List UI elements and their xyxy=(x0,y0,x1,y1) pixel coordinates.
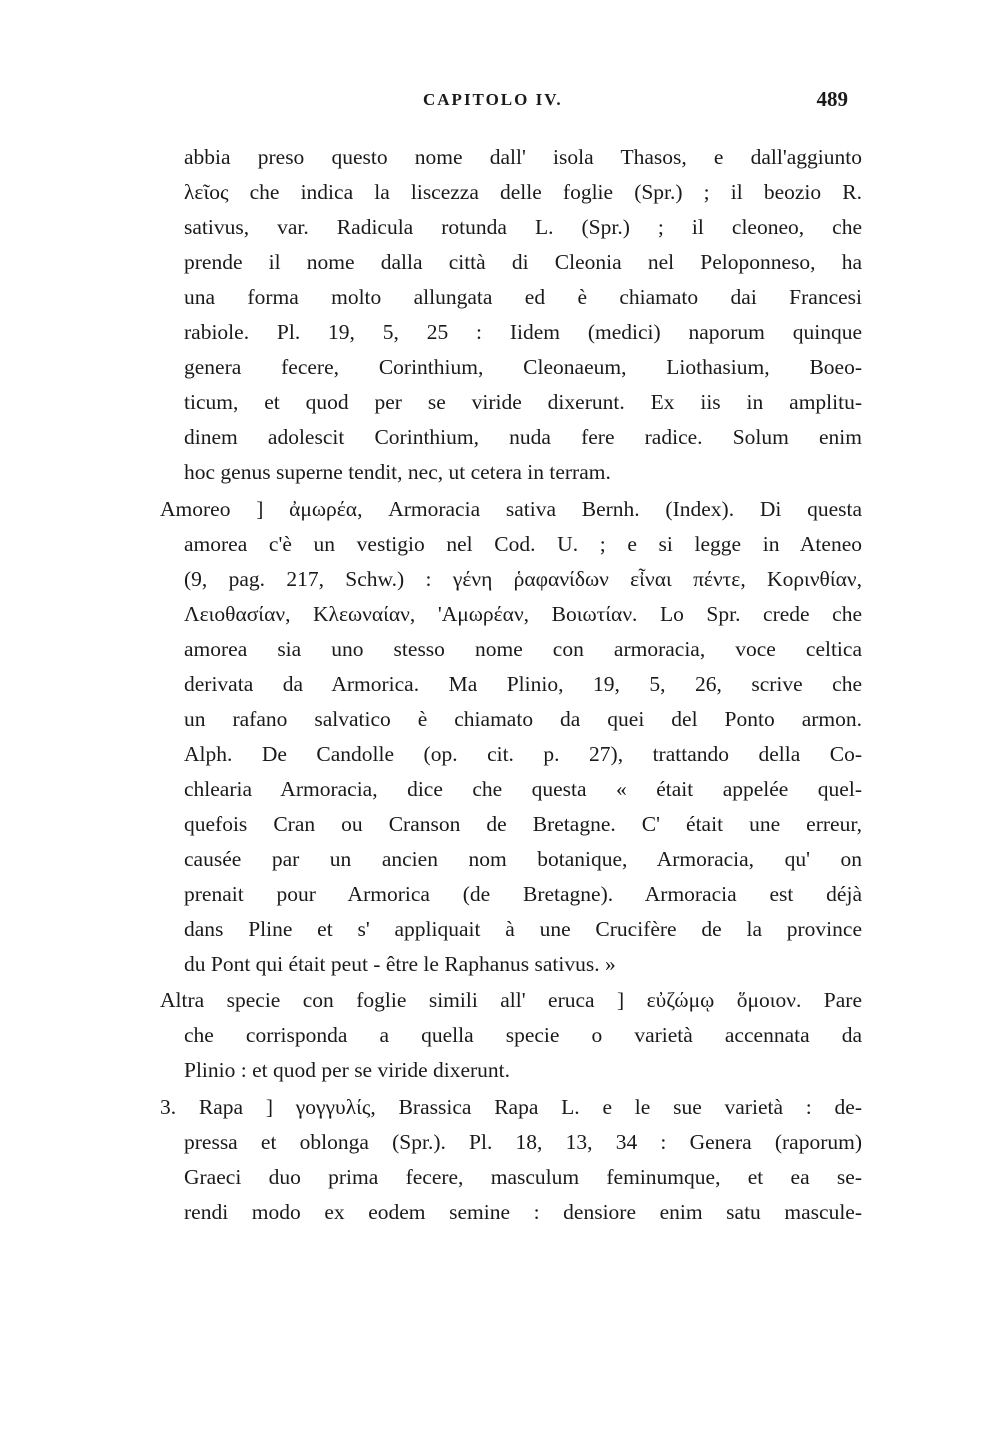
text-line: λεῖος che indica la liscezza delle foglie (Spr.) ; il beozio R. xyxy=(184,180,862,204)
text-line: prende il nome dalla città di Cleonia nel Peloponneso, ha xyxy=(184,250,862,274)
text-line: Altra specie con foglie simili all' eruca ] εὐζώμῳ ὅμοιον. Pare xyxy=(160,988,862,1012)
text-line: abbia preso questo nome dall' isola Thasos, e dall'aggiunto xyxy=(184,145,862,169)
text-line: hoc genus superne tendit, nec, ut cetera in terram. xyxy=(184,460,611,484)
page-header xyxy=(160,87,850,120)
text-line: ticum, et quod per se viride dixerunt. Ex iis in amplitu- xyxy=(184,390,862,414)
text-line: Λειοθασίαν, Κλεωναίαν, 'Αμωρέαν, Βοιωτίαν. Lo Spr. crede che xyxy=(184,602,862,626)
text-line: un rafano salvatico è chiamato da quei del Ponto armon. xyxy=(184,707,862,731)
text-line: pressa et oblonga (Spr.). Pl. 18, 13, 34 : Genera (raporum) xyxy=(184,1130,862,1154)
text-line: amorea sia uno stesso nome con armoracia, voce celtica xyxy=(184,637,862,661)
text-line: Alph. De Candolle (op. cit. p. 27), trattando della Co- xyxy=(184,742,862,766)
text-line: causée par un ancien nom botanique, Armoracia, qu' on xyxy=(184,847,862,871)
text-line: rabiole. Pl. 19, 5, 25 : Iidem (medici) naporum quinque xyxy=(184,320,862,344)
text-line: derivata da Armorica. Ma Plinio, 19, 5, 26, scrive che xyxy=(184,672,862,696)
text-line: Graeci duo prima fecere, masculum feminumque, et ea se- xyxy=(184,1165,862,1189)
text-line: prenait pour Armorica (de Bretagne). Armoracia est déjà xyxy=(184,882,862,906)
text-line: rendi modo ex eodem semine : densiore enim satu mascule- xyxy=(184,1200,862,1224)
text-line: che corrisponda a quella specie o varietà accennata da xyxy=(184,1023,862,1047)
text-line: (9, pag. 217, Schw.) : γένη ῥαφανίδων εἶναι πέντε, Κορινθίαν, xyxy=(184,567,862,591)
text-line: 3. Rapa ] γογγυλίς, Brassica Rapa L. e le sue varietà : de- xyxy=(160,1095,862,1119)
text-line: genera fecere, Corinthium, Cleonaeum, Liothasium, Boeo- xyxy=(184,355,862,379)
text-line: chlearia Armoracia, dice che questa « était appelée quel- xyxy=(184,777,862,801)
text-line: dans Pline et s' appliquait à une Crucifère de la province xyxy=(184,917,862,941)
text-line: amorea c'è un vestigio nel Cod. U. ; e si legge in Ateneo xyxy=(184,532,862,556)
page-number: 489 xyxy=(816,87,848,111)
text-line: Amoreo ] ἀμωρέα, Armoracia sativa Bernh. (Index). Di questa xyxy=(160,497,862,521)
text-line: sativus, var. Radicula rotunda L. (Spr.) ; il cleoneo, che xyxy=(184,215,862,239)
text-line: quefois Cran ou Cranson de Bretagne. C' était une erreur, xyxy=(184,812,862,836)
text-line: du Pont qui était peut - être le Raphanus sativus. » xyxy=(184,952,616,976)
text-line: una forma molto allungata ed è chiamato dai Francesi xyxy=(184,285,862,309)
running-head: CAPITOLO IV. xyxy=(423,90,563,109)
text-line: Plinio : et quod per se viride dixerunt. xyxy=(184,1058,511,1082)
text-line: dinem adolescit Corinthium, nuda fere radice. Solum enim xyxy=(184,425,862,449)
